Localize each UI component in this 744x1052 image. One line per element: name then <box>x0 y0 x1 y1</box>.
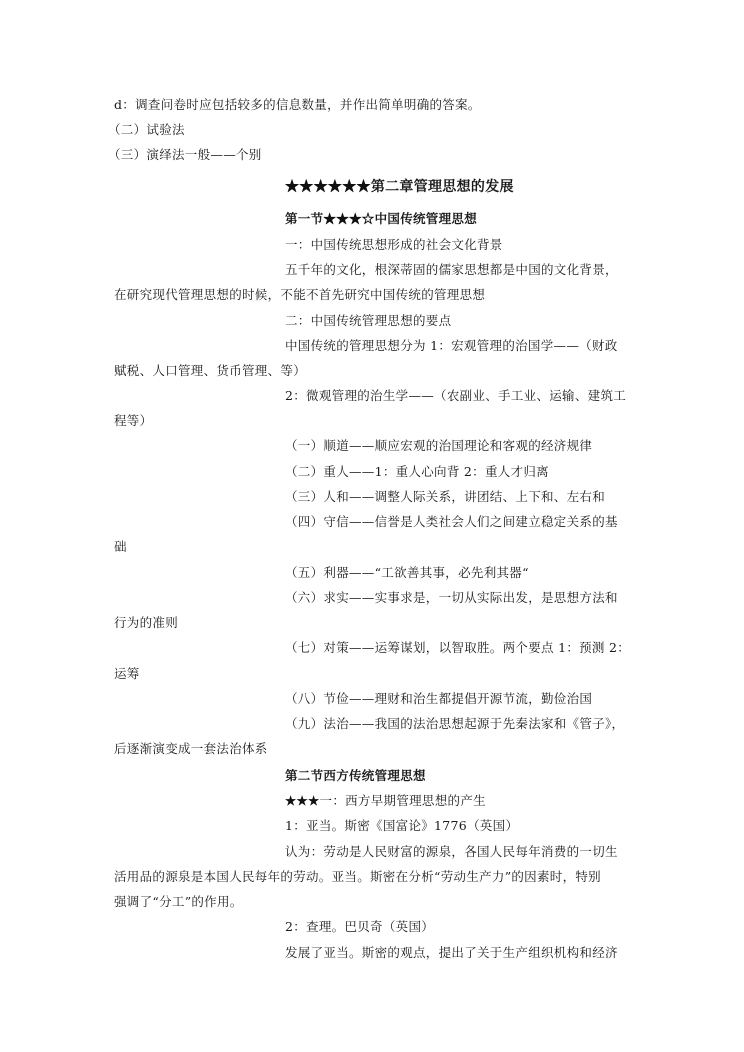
section-heading: 第二节西方传统管理思想 <box>285 768 426 783</box>
text-line: 活用品的源泉是本国人民每年的劳动。亚当。斯密在分析“劳动生产力”的因素时，特别 <box>114 869 601 884</box>
text-line: 在研究现代管理思想的时候，不能不首先研究中国传统的管理思想 <box>114 287 486 302</box>
section-prefix: 第一节 <box>285 211 324 226</box>
text-line: （七）对策——运筹谋划，以智取胜。两个要点 1：预测 2： <box>285 640 631 655</box>
text-line: （三）人和——调整人际关系，讲团结、上下和、左右和 <box>285 489 606 504</box>
rating-stars: ★★★ <box>285 793 320 808</box>
section-title: 中国传统管理思想 <box>374 211 478 226</box>
text-line: （二）试验法 <box>108 122 185 137</box>
rating-stars: ★★★☆ <box>323 211 375 226</box>
text-line: 运筹 <box>114 666 140 681</box>
text-line: （五）利器——“工欲善其事，必先利其器“ <box>285 565 529 580</box>
text-line: 1：亚当。斯密《国富论》1776（英国） <box>285 818 519 833</box>
text-line: 强调了“分工”的作用。 <box>114 894 243 909</box>
text-line: 一：中国传统思想形成的社会文化背景 <box>285 237 503 252</box>
text-line: 中国传统的管理思想分为 1：宏观管理的治国学——（财政 <box>285 338 618 353</box>
text-line: 础 <box>114 539 127 554</box>
text-line: 赋税、人口管理、货币管理、等） <box>114 363 307 378</box>
rating-stars: ★★★★★★ <box>285 179 371 195</box>
text-line: （四）守信——信誉是人类社会人们之间建立稳定关系的基 <box>285 514 618 529</box>
text-line: 五千年的文化，根深蒂固的儒家思想都是中国的文化背景， <box>285 262 618 277</box>
text-line: （八）节俭——理财和治生都提倡开源节流，勤俭治国 <box>285 691 593 706</box>
text-line: 程等） <box>114 413 153 428</box>
chapter-title: 第二章管理思想的发展 <box>370 179 514 195</box>
text-line: 行为的准则 <box>114 615 179 630</box>
text-line: （一）顺道——顺应宏观的治国理论和客观的经济规律 <box>285 438 593 453</box>
text-line: 认为：劳动是人民财富的源泉，各国人民每年消费的一切生 <box>285 844 618 859</box>
section-heading <box>285 210 477 228</box>
chapter-heading <box>285 178 514 196</box>
text-line: （三）演绎法一般——个别 <box>108 147 262 162</box>
text-line: 2：查理。巴贝奇（英国） <box>285 919 435 934</box>
text-line: （九）法治——我国的法治思想起源于先秦法家和《管子》， <box>285 716 625 731</box>
text-line: 2：微观管理的治生学——（农副业、手工业、运输、建筑工 <box>285 388 627 403</box>
subsection-heading <box>285 792 486 810</box>
text-line: d：调查问卷时应包括较多的信息数量，并作出简单明确的答案。 <box>114 97 481 112</box>
text-line: （二）重人——1：重人心向背 2：重人才归离 <box>285 464 549 479</box>
text-line: 发展了亚当。斯密的观点，提出了关于生产组织机构和经济 <box>285 945 618 960</box>
text-line: （六）求实——实事求是，一切从实际出发，是思想方法和 <box>285 590 618 605</box>
text-line: 二：中国传统管理思想的要点 <box>285 313 452 328</box>
subsection-title: 一：西方早期管理思想的产生 <box>319 793 486 808</box>
text-line: 后逐渐演变成一套法治体系 <box>114 741 268 756</box>
